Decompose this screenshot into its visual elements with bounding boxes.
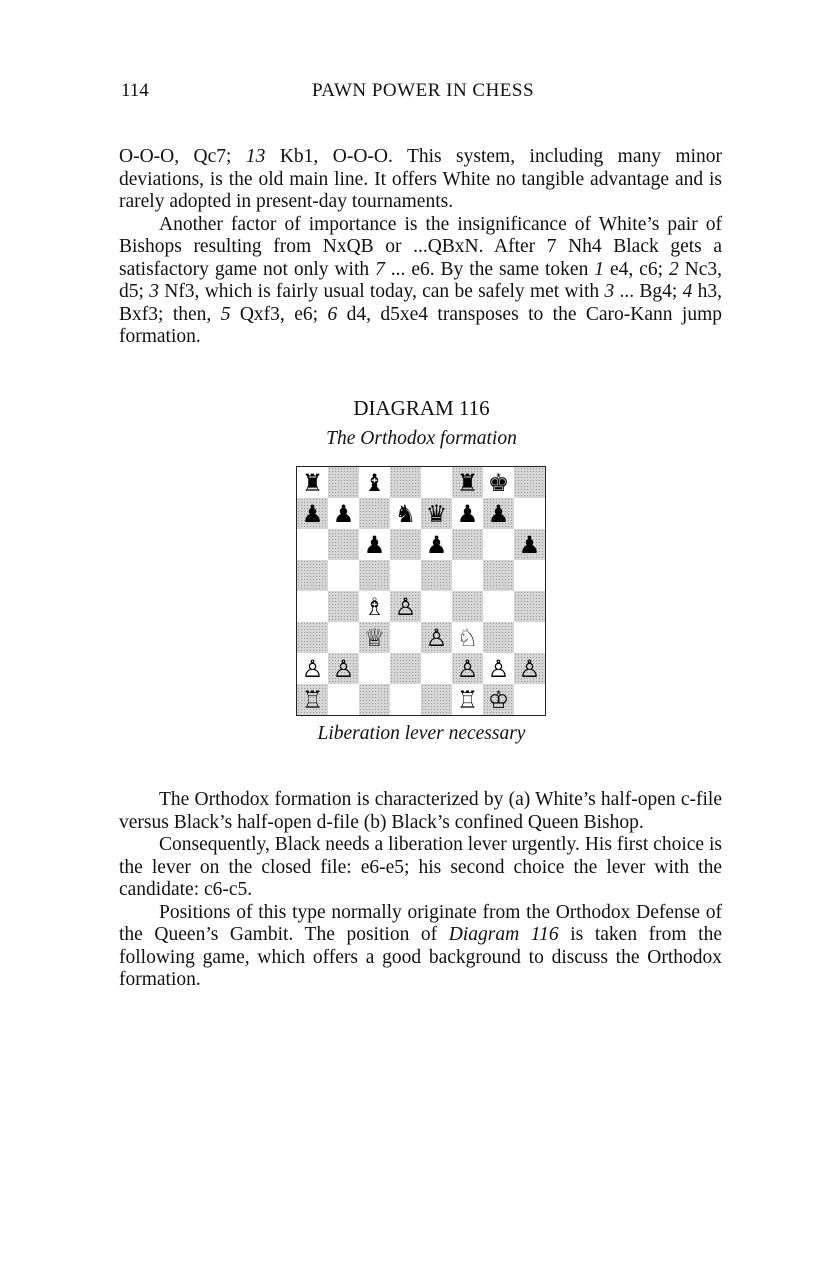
board-square (390, 591, 421, 622)
board-square (514, 467, 545, 498)
text-run: is taken from the following game, which offers a good background to discuss the Orthodox formation. (119, 924, 723, 990)
text-run: Positions of this type normally originate from the Orthodox Defense of the Queen’s Gambit. The position of (119, 901, 722, 945)
italic-run: 4 (682, 281, 693, 302)
paragraph (119, 214, 722, 349)
board-square (359, 653, 390, 684)
board-square (514, 684, 545, 715)
board-square (452, 622, 483, 653)
board-square (390, 467, 421, 498)
board-square (359, 591, 390, 622)
board-square (483, 498, 514, 529)
running-title: PAWN POWER IN CHESS (311, 80, 535, 101)
body-text-top (119, 146, 722, 349)
board-square (328, 684, 359, 715)
board-square (390, 653, 421, 684)
board-square (452, 467, 483, 498)
chess-piece: ♛ (425, 499, 448, 528)
italic-run: 7 (375, 258, 385, 280)
board-square (514, 498, 545, 529)
board-square (297, 653, 328, 684)
chess-piece: ♙ (456, 654, 479, 683)
italic-run: 3 (604, 281, 615, 302)
board-square (421, 529, 452, 560)
diagram-title: DIAGRAM 116 (353, 396, 490, 420)
italic-run: Diagram 116 (448, 924, 559, 945)
paragraph (119, 146, 722, 214)
board-square (297, 498, 328, 529)
board-square (390, 560, 421, 591)
board-square (328, 498, 359, 529)
chess-piece: ♟ (425, 530, 448, 559)
chess-piece: ♙ (425, 623, 448, 652)
text-run: e4, c6; (604, 258, 669, 280)
chess-piece: ♗ (363, 592, 386, 621)
board-square (359, 622, 390, 653)
paragraph (119, 902, 722, 992)
board-square (421, 591, 452, 622)
chess-piece: ♖ (456, 685, 479, 714)
chess-piece: ♙ (394, 592, 417, 621)
italic-run: 13 (245, 146, 266, 167)
diagram-caption: Liberation lever necessary (317, 723, 526, 744)
chess-piece: ♝ (363, 468, 386, 497)
board-square (483, 560, 514, 591)
board-square (421, 498, 452, 529)
chess-piece: ♟ (487, 499, 510, 528)
board-square (514, 653, 545, 684)
board-square (452, 498, 483, 529)
chess-piece: ♙ (518, 654, 541, 683)
board-square (297, 591, 328, 622)
board-square (483, 467, 514, 498)
board-square (514, 591, 545, 622)
board-square (483, 653, 514, 684)
chess-piece: ♖ (301, 685, 324, 714)
chess-piece: ♟ (332, 499, 355, 528)
board-square (421, 560, 452, 591)
text-run: Qxf3, e6; (230, 303, 328, 325)
board-square (328, 529, 359, 560)
board-square (514, 622, 545, 653)
italic-run: 2 (668, 258, 679, 280)
chess-piece: ♞ (394, 499, 417, 528)
chess-piece: ♘ (456, 623, 479, 652)
board-square (452, 560, 483, 591)
board-square (483, 529, 514, 560)
chess-board (296, 466, 546, 716)
text-run: ... Bg4; (614, 281, 683, 302)
paragraph (119, 789, 722, 834)
board-square (452, 591, 483, 622)
text-run: O-O-O, Qc7; (119, 146, 246, 167)
text-run: Consequently, Black needs a liberation lever urgently. His first choice is the lever on the closed file: e6-e5; his second choice the lever with the candidate: c6-c5. (119, 834, 722, 900)
board-square (390, 684, 421, 715)
chess-piece: ♜ (301, 468, 324, 497)
board-square (328, 653, 359, 684)
board-square (514, 529, 545, 560)
board-square (359, 467, 390, 498)
italic-run: 3 (149, 281, 159, 302)
board-square (328, 560, 359, 591)
board-square (297, 467, 328, 498)
chess-piece: ♟ (301, 499, 324, 528)
board-square (421, 684, 452, 715)
board-square (390, 498, 421, 529)
board-square (421, 653, 452, 684)
italic-run: 1 (594, 258, 605, 280)
chess-piece: ♙ (332, 654, 355, 683)
board-square (359, 684, 390, 715)
board-square (514, 560, 545, 591)
board-square (421, 467, 452, 498)
italic-run: 6 (327, 303, 338, 325)
chess-piece: ♔ (487, 685, 510, 714)
board-square (390, 622, 421, 653)
board-square (483, 591, 514, 622)
chess-piece: ♚ (487, 468, 510, 497)
text-run: Nf3, which is fairly usual today, can be safely met with (158, 281, 605, 302)
board-square (452, 684, 483, 715)
chess-piece: ♟ (363, 530, 386, 559)
chess-piece: ♟ (518, 530, 541, 559)
board-square (452, 529, 483, 560)
board-square (297, 684, 328, 715)
chess-piece: ♕ (363, 623, 386, 652)
board-square (483, 622, 514, 653)
text-run: h3, Bxf3; then, (119, 281, 722, 325)
board-square (452, 653, 483, 684)
text-run: ... e6. By the same token (384, 258, 595, 280)
board-square (390, 529, 421, 560)
text-run: The Orthodox formation is characterized by (a) White’s half-open c-file versus Black’s half-open d-file (b) Black’s confined Queen Bishop. (119, 789, 722, 833)
text-run: Kb1, O-O-O. This system, including many minor deviations, is the old main line. It offers White no tangible advantage and is rarely adopted in present-day tournaments. (119, 146, 722, 212)
text-run: d4, d5xe4 transposes to the Caro-Kann jump formation. (119, 303, 723, 347)
text-run: Another factor of importance is the insignificance of White’s pair of Bishops resulting from NxQB or ...QBxN. After 7 Nh4 Black gets a satisfactory game not only with (119, 213, 722, 280)
paragraph (119, 834, 722, 902)
board-square (359, 498, 390, 529)
diagram-subtitle: The Orthodox formation (326, 428, 517, 449)
board-square (297, 622, 328, 653)
body-text-bottom (119, 789, 722, 992)
text-run: Nc3, d5; (119, 258, 722, 302)
board-square (421, 622, 452, 653)
chess-piece: ♙ (301, 654, 324, 683)
board-square (328, 591, 359, 622)
board-square (297, 560, 328, 591)
board-square (483, 684, 514, 715)
italic-run: 5 (220, 303, 231, 325)
board-square (359, 529, 390, 560)
chess-piece: ♙ (487, 654, 510, 683)
chess-piece: ♜ (456, 468, 479, 497)
board-square (328, 622, 359, 653)
board-square (297, 529, 328, 560)
board-square (328, 467, 359, 498)
page-number: 114 (121, 80, 149, 101)
chess-piece: ♟ (456, 499, 479, 528)
board-square (359, 560, 390, 591)
